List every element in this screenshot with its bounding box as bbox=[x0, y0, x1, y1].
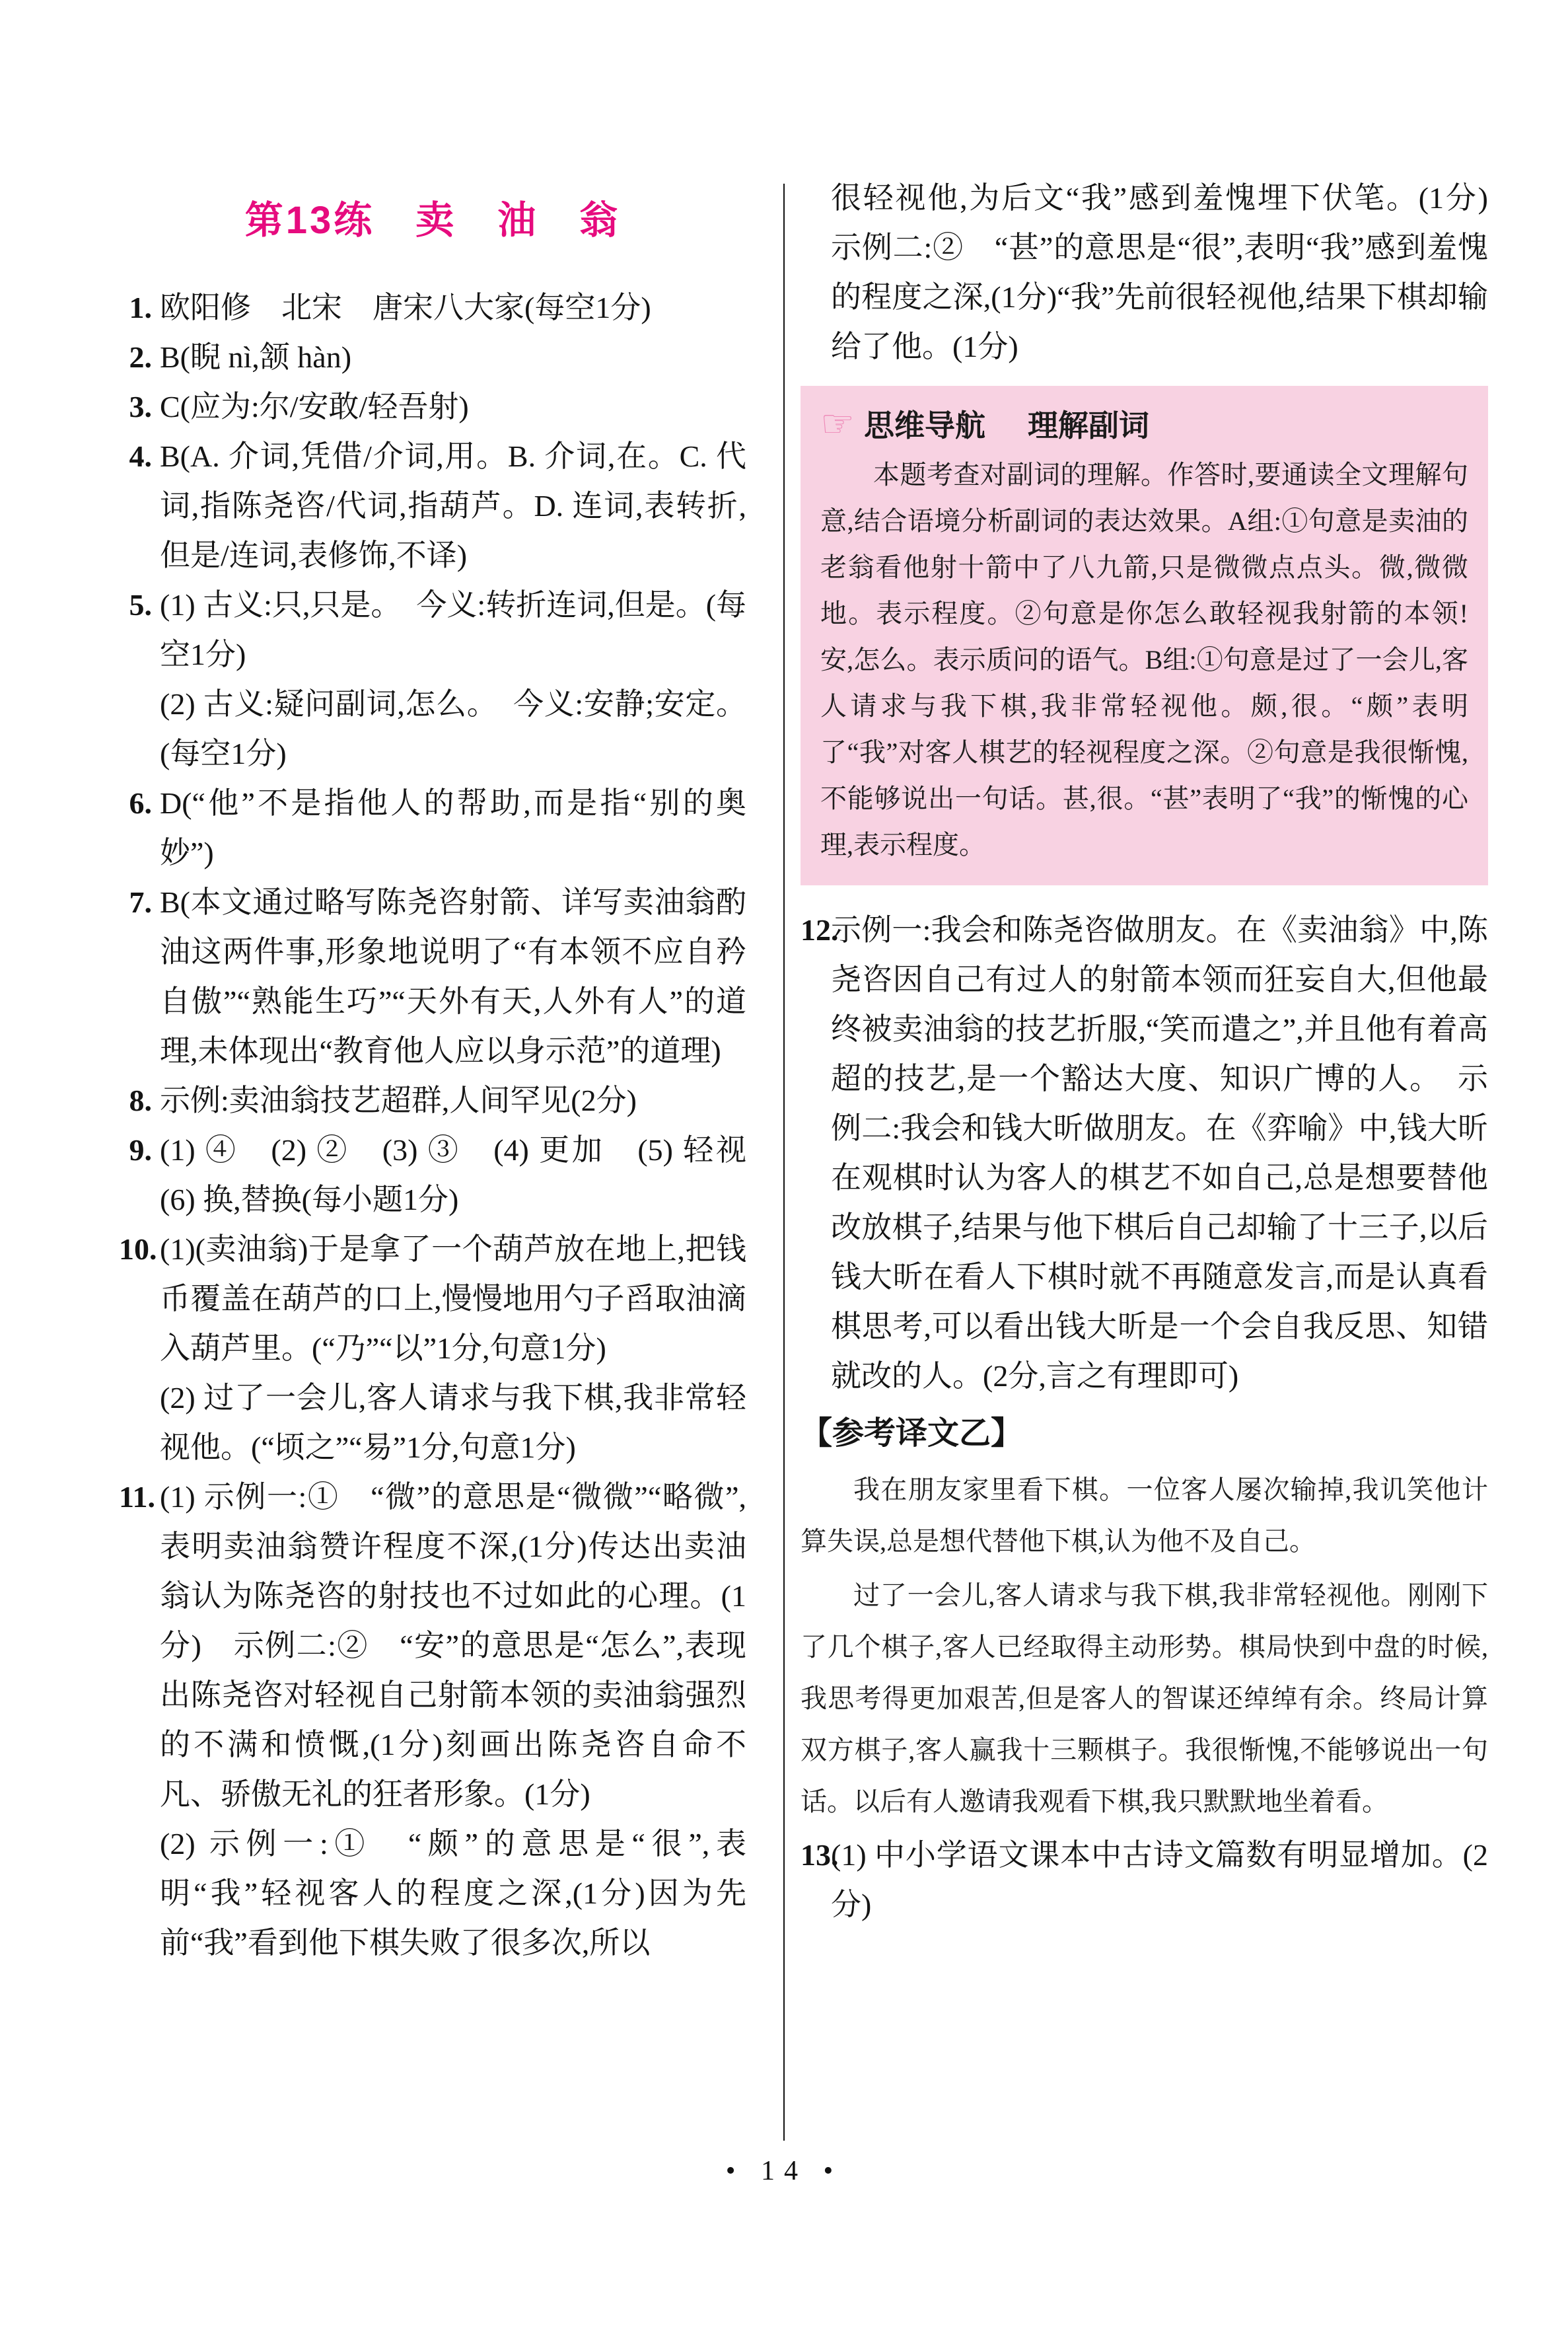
answer-row bbox=[119, 580, 746, 679]
answer-row bbox=[119, 431, 746, 580]
answer-text: (1) 示例一:① “微”的意思是“微微”“略微”,表明卖油翁赞许程度不深,(1分)传达出卖油翁认为陈尧咨的射技也不过如此的心理。(1分) 示例二:② “安”的意思是“怎么”,表现出陈尧咨对轻视自己射箭本领的卖油翁强烈的不满和愤慨,(1分)刻画出陈尧咨自命不凡、骄傲无礼的狂者形象。(1分) bbox=[160, 1480, 746, 1811]
answer-row bbox=[119, 778, 746, 877]
answer-row bbox=[119, 283, 746, 332]
answer-text: (2) 过了一会儿,客人请求与我下棋,我非常轻视他。(“顷之”“易”1分,句意1分) bbox=[160, 1381, 746, 1464]
answer-row bbox=[119, 382, 746, 431]
translation-paragraph: 过了一会儿,客人请求与我下棋,我非常轻视他。刚刚下了几个棋子,客人已经取得主动形势。棋局快到中盘的时候,我思考得更加艰苦,但是客人的智谋还绰绰有余。终局计算双方棋子,客人赢我十三颗棋子。我很惭愧,不能够说出一句话。以后有人邀请我观看下棋,我只默默地坐着看。 bbox=[801, 1580, 1488, 1816]
answer-number: 7. bbox=[129, 885, 152, 919]
answer-continuation-row bbox=[801, 173, 1518, 371]
answer-text: B(本文通过略写陈尧咨射箭、详写卖油翁酌油这两件事,形象地说明了“有本领不应自矜自傲”“熟能生巧”“天外有天,人外有人”的道理,未体现出“教育他人应以身示范”的道理) bbox=[160, 885, 746, 1068]
answer-row bbox=[119, 877, 746, 1076]
answer-text: B(A. 介词,凭借/介词,用。B. 介词,在。C. 代词,指陈尧咨/代词,指葫芦。D. 连词,表转折,但是/连词,表修饰,不译) bbox=[160, 439, 746, 572]
answer-number: 9. bbox=[129, 1133, 152, 1167]
answer-text: 很轻视他,为后文“我”感到羞愧埋下伏笔。(1分) 示例二:② “甚”的意思是“很”,表明“我”感到羞愧的程度之深,(1分)“我”先前很轻视他,结果下棋却输给了他。(1分) bbox=[831, 181, 1518, 363]
answer-number: 5. bbox=[129, 588, 152, 622]
answer-row bbox=[119, 1076, 746, 1125]
answer-number: 11. bbox=[119, 1480, 155, 1514]
thinking-guide-header bbox=[820, 402, 1468, 445]
thinking-guide-box bbox=[801, 386, 1488, 885]
answer-number: 3. bbox=[129, 390, 152, 424]
column-divider-rule bbox=[783, 184, 785, 2141]
answer-text: 示例:卖油翁技艺超群,人间罕见(2分) bbox=[160, 1084, 637, 1117]
left-column bbox=[119, 177, 777, 1968]
answer-row bbox=[801, 905, 1488, 1401]
answer-row bbox=[119, 679, 746, 778]
pointing-hand-icon: ☞ bbox=[820, 401, 855, 446]
page-number: • 14 • bbox=[725, 2156, 843, 2186]
page-title: 第13练 卖 油 翁 bbox=[244, 199, 621, 242]
answer-text: 示例一:我会和陈尧咨做朋友。在《卖油翁》中,陈尧咨因自己有过人的射箭本领而狂妄自大,但他最终被卖油翁的技艺折服,“笑而遣之”,并且他有着高超的技艺,是一个豁达大度、知识广博的人。 示例二:我会和钱大昕做朋友。在《弈喻》中,钱大昕在观棋时认为客人的棋艺不如自己,总是想要替他改放棋子,结果与他下棋后自己却输了十三子,以后钱大昕在看人下棋时就不再随意发言,而是认真看棋思考,可以看出钱大昕是一个会自我反思、知错就改的人。(2分,言之有理即可) bbox=[831, 913, 1488, 1393]
answer-text: D(“他”不是指他人的帮助,而是指“别的奥妙”) bbox=[160, 786, 746, 869]
answer-number: 12. bbox=[801, 913, 839, 947]
answer-text: (1) 中小学语文课本中古诗文篇数有明显增加。(2分) bbox=[831, 1838, 1488, 1921]
right-column bbox=[801, 173, 1518, 1929]
answer-text: (1) ④ (2) ② (3) ③ (4) 更加 (5) 轻视 (6) 换,替换(每小题1分) bbox=[160, 1133, 777, 1216]
answer-text: B(睨 nì,颔 hàn) bbox=[160, 340, 352, 374]
answer-row bbox=[119, 1373, 746, 1472]
answer-row bbox=[119, 1224, 746, 1373]
answer-text: (2) 示例一:① “颇”的意思是“很”,表明“我”轻视客人的程度之深,(1分)因为先前“我”看到他下棋失败了很多次,所以 bbox=[160, 1827, 746, 1960]
answer-text: C(应为:尔/安敢/轻吾射) bbox=[160, 390, 469, 424]
answer-number: 2. bbox=[129, 340, 152, 374]
thinking-guide-title: 思维导航 bbox=[864, 408, 985, 443]
answer-number: 13. bbox=[801, 1838, 839, 1872]
answer-text: (1)(卖油翁)于是拿了一个葫芦放在地上,把钱币覆盖在葫芦的口上,慢慢地用勺子舀取油滴入葫芦里。(“乃”“以”1分,句意1分) bbox=[160, 1232, 746, 1365]
answer-row bbox=[119, 1125, 777, 1224]
answer-number: 1. bbox=[129, 291, 152, 324]
reference-translation-title: 【参考译文乙】 bbox=[801, 1416, 1023, 1451]
answer-row bbox=[119, 332, 746, 382]
translation-paragraph: 我在朋友家里看下棋。一位客人屡次输掉,我讥笑他计算失误,总是想代替他下棋,认为他不及自己。 bbox=[801, 1475, 1488, 1556]
thinking-guide-subtitle: 理解副词 bbox=[1028, 408, 1149, 443]
answer-text: (2) 古义:疑问副词,怎么。 今义:安静;安定。(每空1分) bbox=[160, 687, 746, 770]
answer-row bbox=[119, 1819, 746, 1968]
answer-number: 8. bbox=[129, 1084, 152, 1117]
answer-row bbox=[119, 1472, 746, 1819]
answer-row bbox=[801, 1830, 1488, 1929]
answer-number: 6. bbox=[129, 786, 152, 820]
answer-number: 10. bbox=[119, 1232, 157, 1266]
answer-text: (1) 古义:只,只是。 今义:转折连词,但是。(每空1分) bbox=[160, 588, 747, 671]
answer-number: 4. bbox=[129, 439, 152, 473]
thinking-guide-body: 本题考查对副词的理解。作答时,要通读全文理解句意,结合语境分析副词的表达效果。A组:①句意是卖油的老翁看他射十箭中了八九箭,只是微微点点头。微,微微地。表示程度。②句意是你怎么敢轻视我射箭的本领!安,怎么。表示质问的语气。B组:①句意是过了一会儿,客人请求与我下棋,我非常轻视他。颇,很。“颇”表明了“我”对客人棋艺的轻视程度之深。②句意是我很惭愧,不能够说出一句话。甚,很。“甚”表明了“我”的惭愧的心理,表示程度。 bbox=[820, 460, 1468, 860]
answer-text: 欧阳修 北宋 唐宋八大家(每空1分) bbox=[160, 291, 651, 324]
